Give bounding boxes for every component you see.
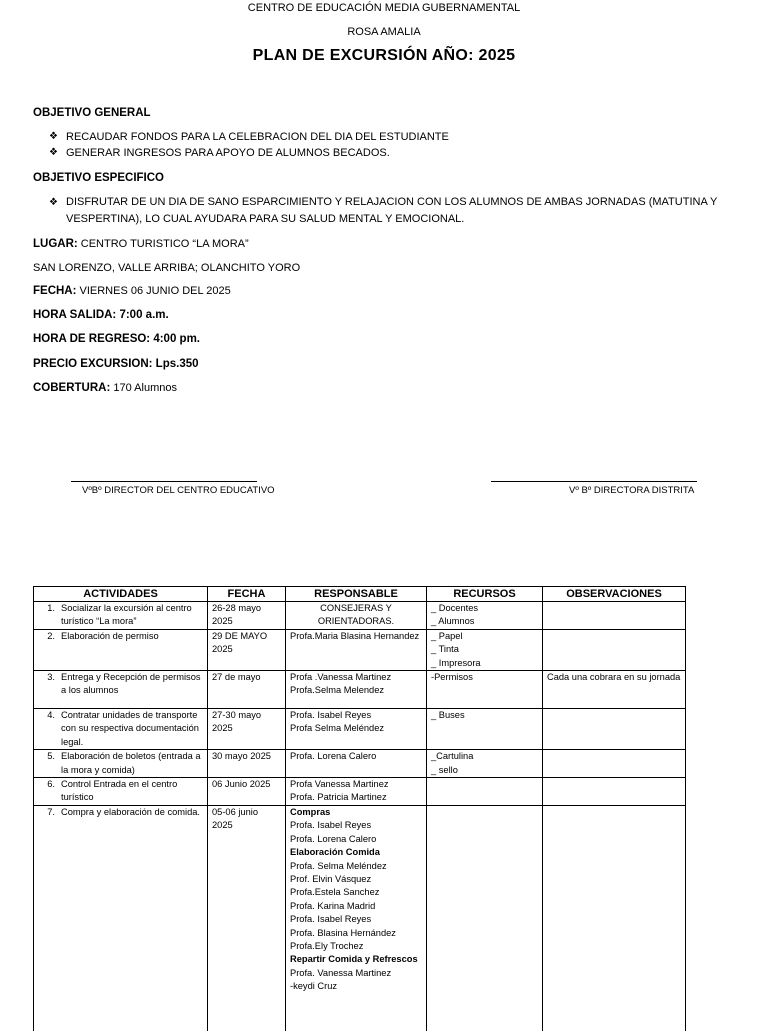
objetivo-especifico-heading: OBJETIVO ESPECIFICO <box>33 172 164 184</box>
objetivo-general-item: ❖ RECAUDAR FONDOS PARA LA CELEBRACION DEL DIA DEL ESTUDIANTE <box>49 131 449 143</box>
cell-observaciones: Cada una cobrara en su jornada <box>543 671 686 709</box>
cell-actividad: 4. Contratar unidades de transporte con su respectiva documentación legal. <box>34 709 208 750</box>
cell-observaciones <box>543 629 686 670</box>
signature-right-label: Vº Bº DIRECTORA DISTRITA <box>569 485 695 496</box>
signature-line-right <box>491 481 697 482</box>
hora-salida: HORA SALIDA: 7:00 a.m. <box>33 309 169 321</box>
cell-actividad: 6. Control Entrada en el centro turístico <box>34 778 208 806</box>
page-title: PLAN DE EXCURSIÓN AÑO: 2025 <box>252 47 516 64</box>
cobertura-line: COBERTURA: 170 Alumnos <box>33 382 177 394</box>
table-header-row <box>34 587 686 602</box>
objetivo-especifico-item: ❖ DISFRUTAR DE UN DIA DE SANO ESPARCIMIENTO Y RELAJACION CON LOS ALUMNOS DE AMBAS JORNADAS (MATUTINA Y VESPERTINA), LO CUAL AYUDARA PARA SU SALUD MENTAL Y EMOCIONAL. <box>49 196 718 225</box>
cell-recursos <box>427 778 543 806</box>
cell-recursos <box>427 805 543 1031</box>
fecha-line: FECHA: VIERNES 06 JUNIO DEL 2025 <box>33 285 231 297</box>
table-row <box>34 629 686 670</box>
col-header-observaciones: OBSERVACIONES <box>543 587 686 602</box>
group-heading-compras: Compras <box>290 806 331 817</box>
table-row <box>34 805 686 1031</box>
table-row <box>34 602 686 630</box>
cell-fecha: 05-06 junio 2025 <box>208 805 286 1031</box>
col-header-actividades: ACTIVIDADES <box>34 587 208 602</box>
group-heading-elaboracion: Elaboración Comida <box>290 847 380 858</box>
school-subname: ROSA AMALIA <box>347 26 421 38</box>
col-header-recursos: RECURSOS <box>427 587 543 602</box>
diamond-bullet-icon: ❖ <box>49 197 58 208</box>
cell-actividad: 5. Elaboración de boletos (entrada a la mora y comida) <box>34 750 208 778</box>
col-header-fecha: FECHA <box>208 587 286 602</box>
cell-responsable: Compras Profa. Isabel Reyes Profa. Lorena Calero Elaboración Comida Profa. Selma Meléndez Prof. Elvin Vásquez Profa.Estela Sanchez Profa. Karina Madrid Profa. Isabel Reyes Profa. Blasina Hernández Profa.Ely Trochez Repartir Comida y Refrescos Profa. Vanessa Martinez -keydi Cruz <box>286 805 427 1031</box>
cell-fecha: 30 mayo 2025 <box>208 750 286 778</box>
table-row <box>34 778 686 806</box>
table-row <box>34 671 686 709</box>
cell-responsable: CONSEJERAS Y ORIENTADORAS. <box>286 602 427 630</box>
group-heading-repartir: Repartir Comida y Refrescos <box>290 954 418 965</box>
cell-responsable: Profa .Vanessa Martinez Profa.Selma Melendez <box>286 671 427 709</box>
diamond-bullet-icon: ❖ <box>49 131 58 142</box>
cell-fecha: 06 Junio 2025 <box>208 778 286 806</box>
cell-responsable: Profa. Isabel Reyes Profa Selma Meléndez <box>286 709 427 750</box>
cell-actividad: 1. Socializar la excursión al centro turístico “La mora” <box>34 602 208 630</box>
activities-table <box>33 586 686 1031</box>
signature-left-label: VºBº DIRECTOR DEL CENTRO EDUCATIVO <box>82 485 275 496</box>
table-row <box>34 709 686 750</box>
diamond-bullet-icon: ❖ <box>49 147 58 158</box>
cell-observaciones <box>543 602 686 630</box>
table-row <box>34 750 686 778</box>
address-line: SAN LORENZO, VALLE ARRIBA; OLANCHITO YORO <box>33 262 301 274</box>
precio-excursion: PRECIO EXCURSION: Lps.350 <box>33 358 199 370</box>
cell-actividad: 3. Entrega y Recepción de permisos a los alumnos <box>34 671 208 709</box>
school-name: CENTRO DE EDUCACIÓN MEDIA GUBERNAMENTAL <box>247 2 521 14</box>
cell-recursos: _ Docentes _ Alumnos <box>427 602 543 630</box>
objetivo-especifico-list <box>33 194 723 228</box>
cell-fecha: 29 DE MAYO 2025 <box>208 629 286 670</box>
objetivo-general-heading: OBJETIVO GENERAL <box>33 107 151 119</box>
cell-recursos: _Cartulina _ sello <box>427 750 543 778</box>
cell-responsable: Profa Vanessa Martinez Profa. Patricia Martinez <box>286 778 427 806</box>
hora-regreso: HORA DE REGRESO: 4:00 pm. <box>33 333 200 345</box>
cell-recursos: -Permisos <box>427 671 543 709</box>
signature-line-left <box>71 481 257 482</box>
cell-observaciones <box>543 805 686 1031</box>
cell-recursos: _ Buses <box>427 709 543 750</box>
cell-observaciones <box>543 778 686 806</box>
col-header-responsable: RESPONSABLE <box>286 587 427 602</box>
cell-observaciones <box>543 750 686 778</box>
cell-responsable: Profa.Maria Blasina Hernandez <box>286 629 427 670</box>
cell-actividad: 7. Compra y elaboración de comida. <box>34 805 208 1031</box>
cell-recursos: _ Papel _ Tinta _ Impresora <box>427 629 543 670</box>
cell-observaciones <box>543 709 686 750</box>
cell-fecha: 27 de mayo <box>208 671 286 709</box>
cell-fecha: 26-28 mayo 2025 <box>208 602 286 630</box>
cell-actividad: 2. Elaboración de permiso <box>34 629 208 670</box>
cell-fecha: 27-30 mayo 2025 <box>208 709 286 750</box>
cell-responsable: Profa. Lorena Calero <box>286 750 427 778</box>
lugar-line: LUGAR: CENTRO TURISTICO “LA MORA” <box>33 238 249 250</box>
objetivo-general-list <box>33 129 713 161</box>
objetivo-general-item: ❖ GENERAR INGRESOS PARA APOYO DE ALUMNOS BECADOS. <box>49 147 390 159</box>
